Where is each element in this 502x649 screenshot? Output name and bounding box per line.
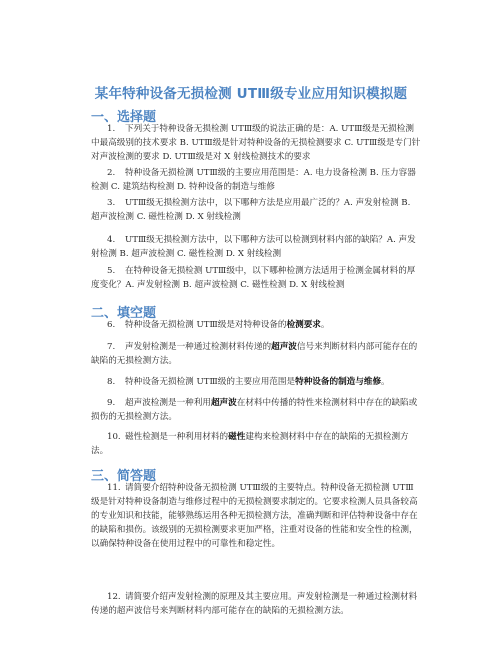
question-text: 下列关于特种设备无损检测 UTⅢ级的说法正确的是：A. UTⅢ级是无损检测中最高级别的技术要求 B. UTⅢ级是针对特种设备的无损检测要求 C. UTⅢ级是专门针对声波检测的要求 D. UTⅢ级是对 X 射线检测技术的要求 <box>91 124 421 162</box>
question-text-tail: 信号来判断材料内部可能存在的缺陷的无损检测方法。 <box>91 342 418 366</box>
question-11 <box>91 481 421 551</box>
question-number: 4. <box>107 235 116 245</box>
question-text: 请简要介绍声发射检测的原理及其主要应用。声发射检测是一种通过检测材料传递的超声波信号来判断材料内部可能存在的缺陷的无损检测方法。 <box>91 592 418 616</box>
fill-answer: 磁性 <box>228 432 246 442</box>
question-6 <box>91 318 421 332</box>
question-7 <box>91 340 421 368</box>
section-heading-short: 三、简答题 <box>91 469 157 484</box>
question-text-tail: 建构来检测材料中存在的缺陷的无损检测方法。 <box>91 432 409 456</box>
question-number: 1. <box>107 124 116 134</box>
question-number: 2. <box>107 168 116 178</box>
question-number: 10. <box>107 432 121 442</box>
question-12 <box>91 590 421 618</box>
fill-answer: 超声波 <box>271 342 297 352</box>
question-text: 请简要介绍特种设备无损检测 UTⅢ级的主要特点。特种设备无损检测 UTⅢ级是针对特种设备制造与维修过程中的无损检测要求制定的。它要求检测人员具备较高的专业知识和技能，能够熟练运用各种无损检测方法，准确判断和评估特种设备中存在的缺陷和损伤。该级别的无损检测要求更加严格，注重对设备的性能和安全性的检测，以确保特种设备在使用过程中的可靠性和稳定性。 <box>91 483 418 549</box>
question-number: 11. <box>107 483 121 493</box>
question-4 <box>91 233 421 261</box>
question-text: 在特种设备无损检测 UTⅢ级中，以下哪种检测方法适用于检测金属材料的厚度变化？A. 声发射检测 B. 超声波检测 C. 磁性检测 D. X 射线检测 <box>91 266 416 290</box>
question-text: UTⅢ级无损检测方法中，以下哪种方法可以检测到材料内部的缺陷？A. 声发射检测 B. 超声波检测 C. 磁性检测 D. X 射线检测 <box>91 235 416 259</box>
question-text: 特种设备无损检测 UTⅢ级的主要应用范围是：A. 电力设备检测 B. 压力容器检测 C. 建筑结构检测 D. 特种设备的制造与维修 <box>91 168 416 192</box>
question-5 <box>91 264 421 292</box>
question-9 <box>91 396 421 424</box>
question-text: 磁性检测是一种利用材料的 <box>125 432 229 442</box>
fill-answer: 检测要求 <box>286 320 321 330</box>
question-text: 特种设备无损检测 UTⅢ级的主要应用范围是 <box>125 377 296 387</box>
question-number: 3. <box>107 198 116 208</box>
question-text-tail: 在材料中传播的特性来检测材料中存在的缺陷或损伤的无损检测方法。 <box>91 398 418 422</box>
section-heading-choice: 一、选择题 <box>91 110 157 125</box>
fill-answer: 超声波 <box>210 398 237 408</box>
question-number: 8. <box>107 377 116 387</box>
question-number: 7. <box>107 342 116 352</box>
document-title: 某年特种设备无损检测 UTⅢ级专业应用知识模拟题 <box>94 86 408 102</box>
question-3 <box>91 196 421 224</box>
question-1 <box>91 122 421 164</box>
question-text: 特种设备无损检测 UTⅢ级是对特种设备的 <box>125 320 287 330</box>
question-2 <box>91 166 421 194</box>
question-number: 6. <box>107 320 116 330</box>
question-10 <box>91 430 421 458</box>
question-text-tail: 。 <box>381 377 390 387</box>
question-8 <box>91 375 421 389</box>
question-text: 声发射检测是一种通过检测材料传递的 <box>125 342 272 352</box>
question-number: 12. <box>107 592 121 602</box>
question-number: 9. <box>107 398 116 408</box>
fill-answer: 特种设备的制造与维修 <box>295 377 382 387</box>
question-text: 超声波检测是一种利用 <box>125 398 211 408</box>
section-heading-fill: 二、填空题 <box>91 306 157 321</box>
question-number: 5. <box>107 266 116 276</box>
question-text: UTⅢ级无损检测方法中，以下哪种方法是应用最广泛的？A. 声发射检测 B. 超声波检测 C. 磁性检测 D. X 射线检测 <box>91 198 411 222</box>
question-text-tail: 。 <box>320 320 330 330</box>
